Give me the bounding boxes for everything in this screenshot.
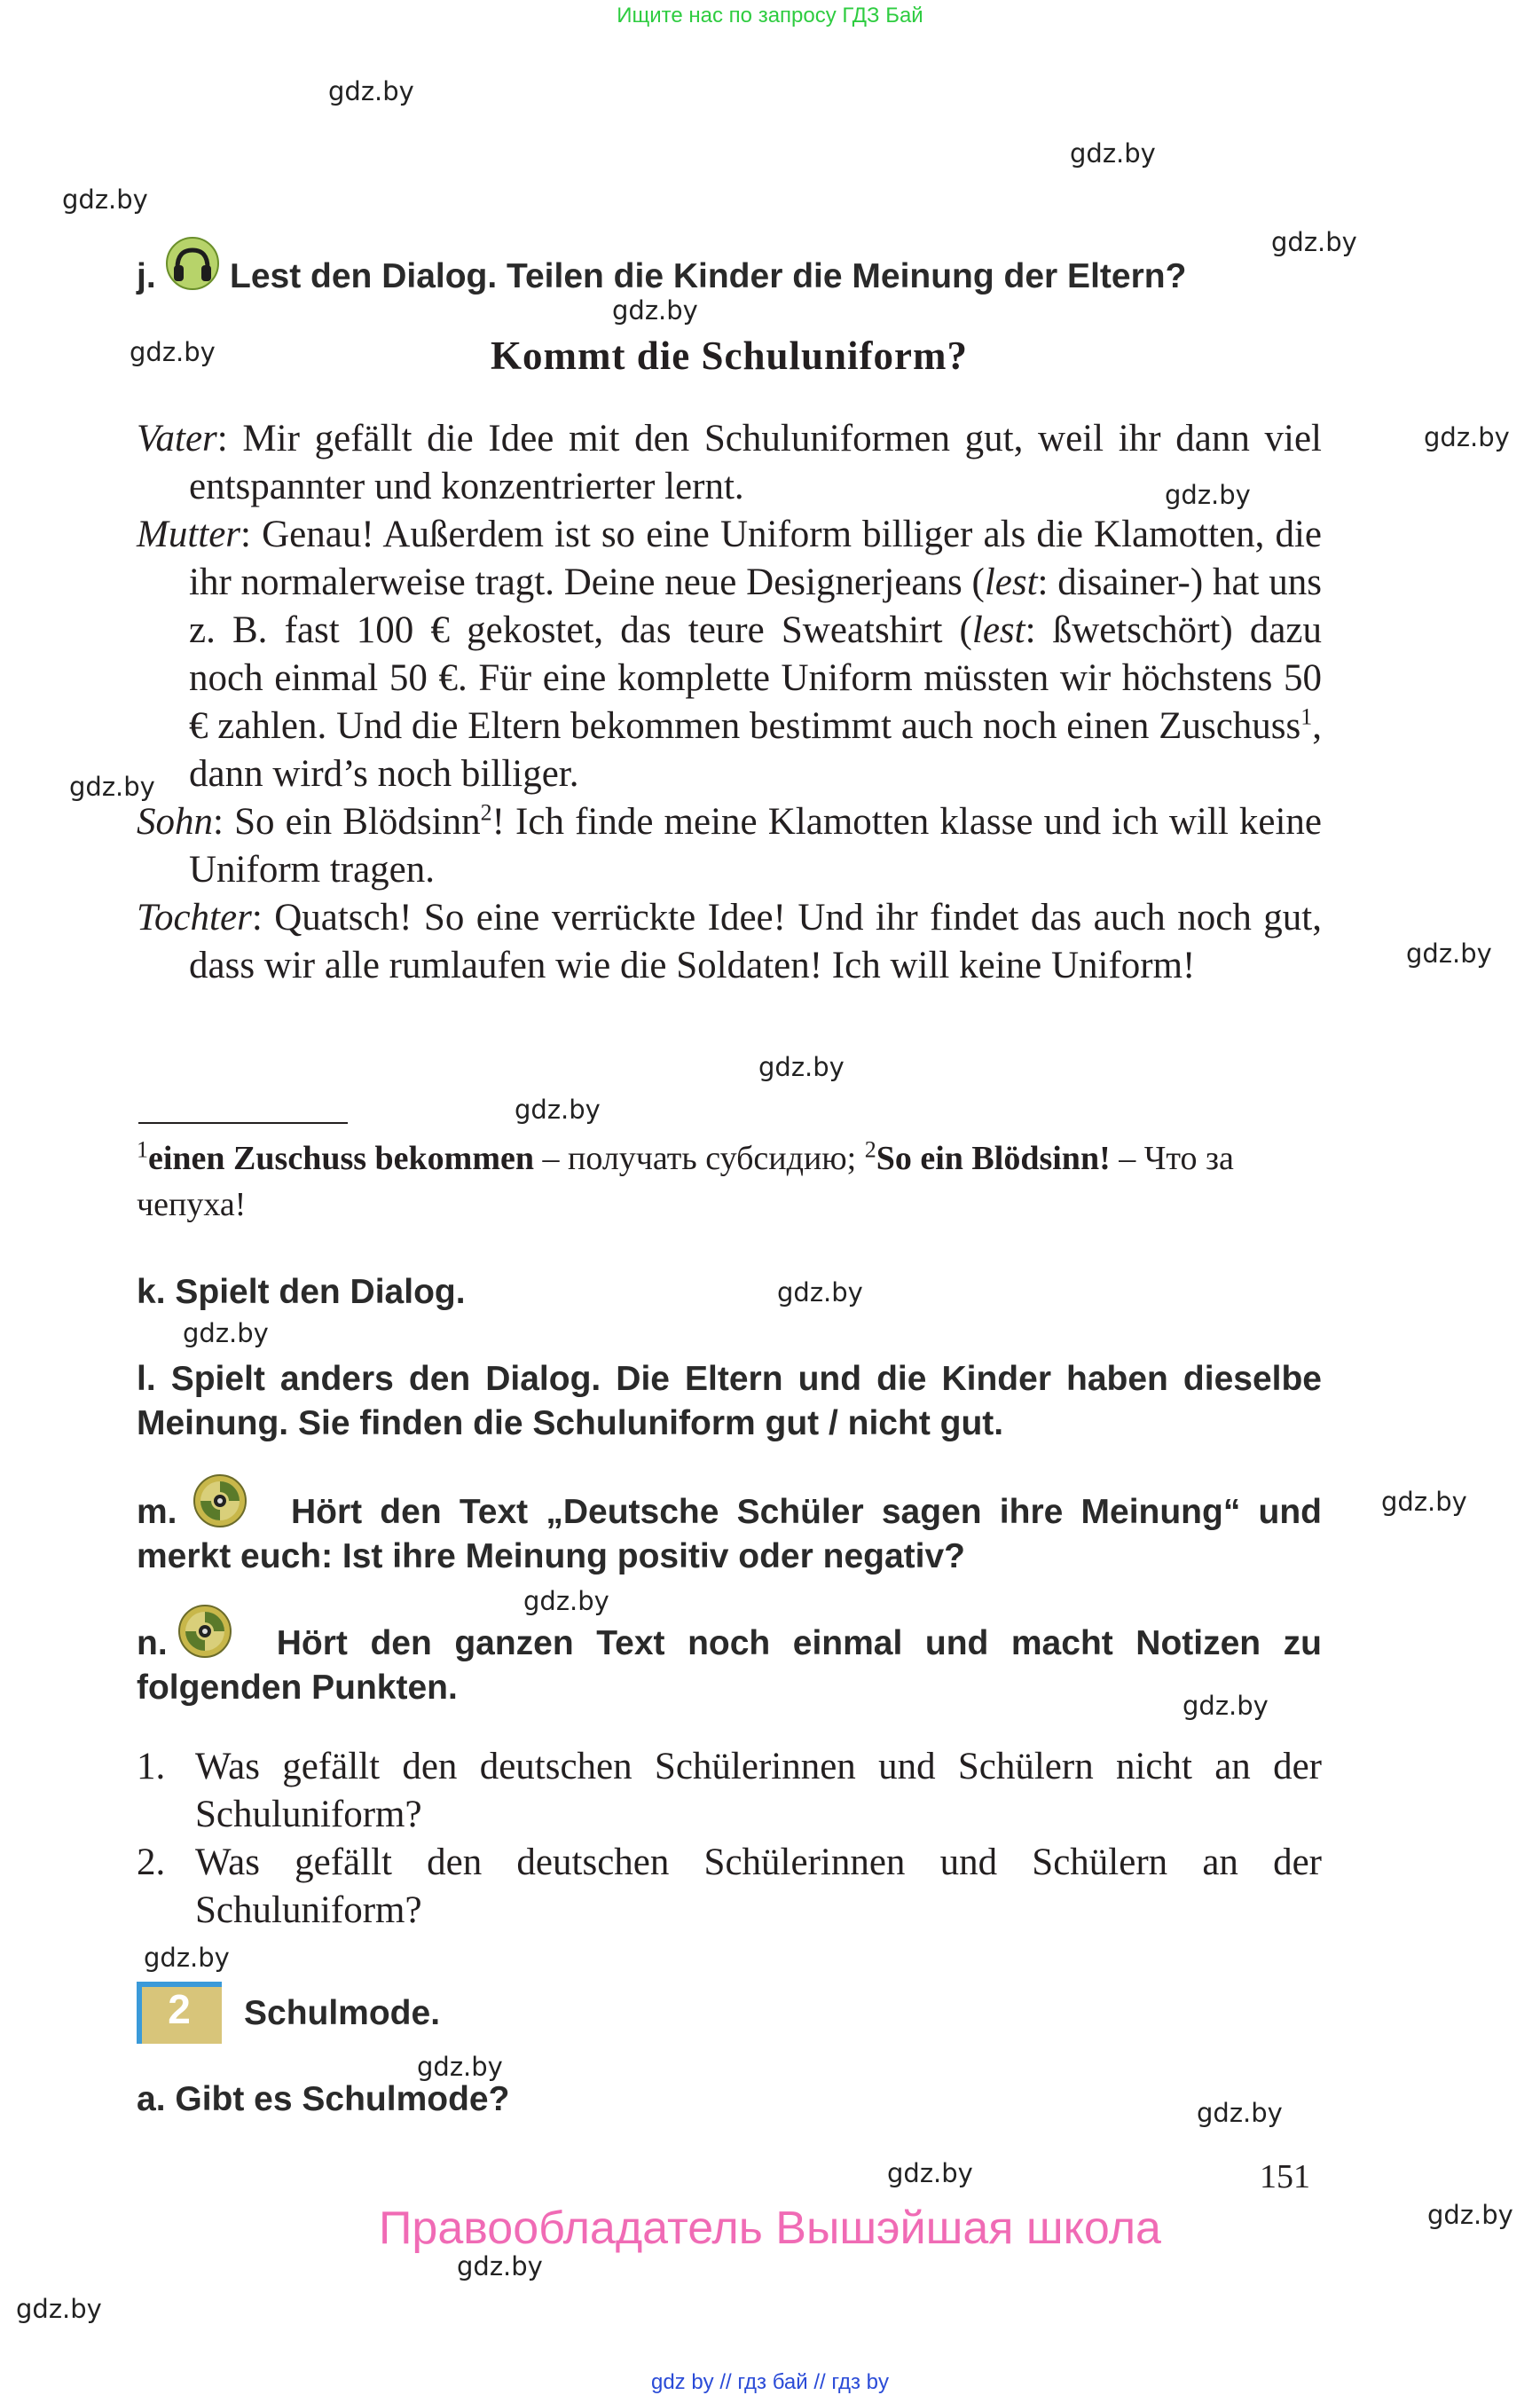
watermark: gdz.by bbox=[515, 1095, 601, 1125]
headphones-icon bbox=[165, 236, 220, 295]
top-banner: Ищите нас по запросу ГДЗ Бай bbox=[617, 4, 923, 27]
task-m-letter: m. bbox=[137, 1493, 177, 1531]
watermark: gdz.by bbox=[1424, 422, 1510, 452]
watermark: gdz.by bbox=[758, 1052, 845, 1082]
dialog bbox=[137, 415, 1322, 990]
task-k: k. Spielt den Dialog. bbox=[137, 1273, 466, 1311]
watermark: gdz.by bbox=[777, 1277, 863, 1308]
task-n bbox=[137, 1622, 1322, 1710]
speaker-vater: Vater bbox=[137, 418, 217, 459]
list-item-text: Was gefällt den deutschen Schülerinnen und Schülern nicht an der Schuluniform? bbox=[195, 1746, 1322, 1835]
footnote-ref-1: 1 bbox=[1300, 703, 1313, 730]
footnote-term-1: einen Zuschuss bekommen bbox=[148, 1140, 534, 1177]
watermark: gdz.by bbox=[523, 1586, 609, 1616]
footnote-num-1: 1 bbox=[137, 1136, 148, 1163]
watermark: gdz.by bbox=[887, 2158, 973, 2188]
footnote-divider bbox=[138, 1122, 348, 1124]
watermark: gdz.by bbox=[130, 337, 216, 367]
footnote-ref-2: 2 bbox=[480, 799, 492, 826]
list-item-number: 2. bbox=[137, 1842, 166, 1883]
dialog-title: Kommt die Schuluniform? bbox=[490, 334, 969, 378]
section-title: Schulmode. bbox=[244, 1994, 441, 2032]
footnotes bbox=[137, 1135, 1322, 1228]
speaker-mutter: Mutter bbox=[137, 514, 241, 555]
watermark: gdz.by bbox=[1427, 2200, 1513, 2230]
task-m-text: Hört den Text „Deutsche Schüler sagen ihre Meinung“ und merkt euch: Ist ihre Meinung positiv oder negativ? bbox=[137, 1493, 1323, 1575]
watermark: gdz.by bbox=[1271, 227, 1357, 257]
task-j-text: Lest den Dialog. Teilen die Kinder die Meinung der Eltern? bbox=[230, 257, 1187, 295]
watermark: gdz.by bbox=[1197, 2098, 1283, 2128]
list-item-number: 1. bbox=[137, 1746, 166, 1787]
speech-mutter-2: : disainer-) hat uns z. B. fast 100 € gekostet, das teure Sweatshirt ( bbox=[189, 561, 1322, 651]
watermark: gdz.by bbox=[16, 2294, 102, 2324]
dialog-turn-sohn bbox=[137, 798, 1322, 894]
list-item bbox=[137, 1839, 1322, 1935]
page-number: 151 bbox=[1260, 2158, 1310, 2195]
bottom-links[interactable]: gdz by // гдз бай // гдз by bbox=[650, 2370, 890, 2394]
watermark: gdz.by bbox=[62, 185, 148, 215]
watermark: gdz.by bbox=[612, 295, 698, 326]
watermark: gdz.by bbox=[328, 76, 414, 106]
watermark: gdz.by bbox=[1182, 1691, 1269, 1721]
footnote-term-2: So ein Blödsinn! bbox=[876, 1140, 1111, 1177]
watermark: gdz.by bbox=[457, 2251, 543, 2281]
watermark: gdz.by bbox=[1381, 1487, 1467, 1517]
speech-tochter: : Quatsch! So eine verrückte Idee! Und ihr findet das auch noch gut, dass wir alle rumlaufen wie die Soldaten! Ich will keine Uniform! bbox=[189, 897, 1322, 986]
task-j bbox=[137, 257, 156, 296]
section-number: 2 bbox=[168, 1986, 191, 2032]
list-item-text: Was gefällt den deutschen Schülerinnen und Schülern an der Schuluniform? bbox=[195, 1842, 1322, 1931]
copyright-notice: Правообладатель Вышэйшая школа bbox=[379, 2203, 1161, 2254]
speech-mutter-1: : Genau! Außerdem ist so eine Uniform billiger als die Klamotten, die ihr normalerweise tragt. Deine neue Designerjeans ( bbox=[189, 514, 1322, 603]
cd-icon bbox=[192, 1473, 248, 1533]
speech-mutter-3: : ßwetschört) dazu noch einmal 50 €. Für eine komplette Uniform müssten wir höchstens 50 € zahlen. Und die Eltern bekommen bestimmt auch noch einen Zuschuss bbox=[189, 609, 1323, 747]
footnote-def-1: – получать субсидию; bbox=[533, 1140, 865, 1177]
speech-mutter-4: , dann wird’s noch billiger. bbox=[189, 705, 1322, 795]
watermark: gdz.by bbox=[1406, 938, 1492, 969]
question-list bbox=[137, 1743, 1322, 1935]
watermark: gdz.by bbox=[69, 772, 155, 802]
speaker-tochter: Tochter bbox=[137, 897, 252, 938]
dialog-turn-tochter bbox=[137, 894, 1322, 990]
task-a: a. Gibt es Schulmode? bbox=[137, 2080, 510, 2118]
task-j-letter: j. bbox=[137, 257, 156, 295]
speaker-sohn: Sohn bbox=[137, 801, 213, 843]
task-l: l. Spielt anders den Dialog. Die Eltern und die Kinder haben dieselbe Meinung. Sie finden die Schuluniform gut / nicht gut. bbox=[137, 1360, 1322, 1442]
cd-icon bbox=[177, 1604, 232, 1663]
task-m bbox=[137, 1490, 1322, 1579]
lest-label: lest bbox=[971, 609, 1025, 651]
task-n-text: Hört den ganzen Text noch einmal und macht Notizen zu folgenden Punkten. bbox=[137, 1624, 1322, 1707]
footnote-def-2: – Что за чепуха! bbox=[137, 1140, 1234, 1223]
speech-sohn-1: : So ein Blödsinn bbox=[213, 801, 481, 843]
dialog-turn-vater bbox=[137, 415, 1322, 511]
speech-sohn-2: ! Ich finde meine Klamotten klasse und ich will keine Uniform tragen. bbox=[189, 801, 1323, 891]
watermark: gdz.by bbox=[417, 2052, 503, 2082]
speech-vater: : Mir gefällt die Idee mit den Schuluniformen gut, weil ihr dann viel entspannter und konzentrierter lernt. bbox=[189, 418, 1322, 507]
lest-label: lest bbox=[984, 561, 1038, 603]
watermark: gdz.by bbox=[1070, 138, 1156, 169]
task-n-letter: n. bbox=[137, 1624, 168, 1662]
watermark: gdz.by bbox=[183, 1318, 269, 1348]
footnote-num-2: 2 bbox=[864, 1136, 876, 1163]
list-item bbox=[137, 1743, 1322, 1839]
watermark: gdz.by bbox=[1165, 480, 1251, 510]
watermark: gdz.by bbox=[144, 1943, 230, 1973]
dialog-turn-mutter bbox=[137, 511, 1322, 798]
